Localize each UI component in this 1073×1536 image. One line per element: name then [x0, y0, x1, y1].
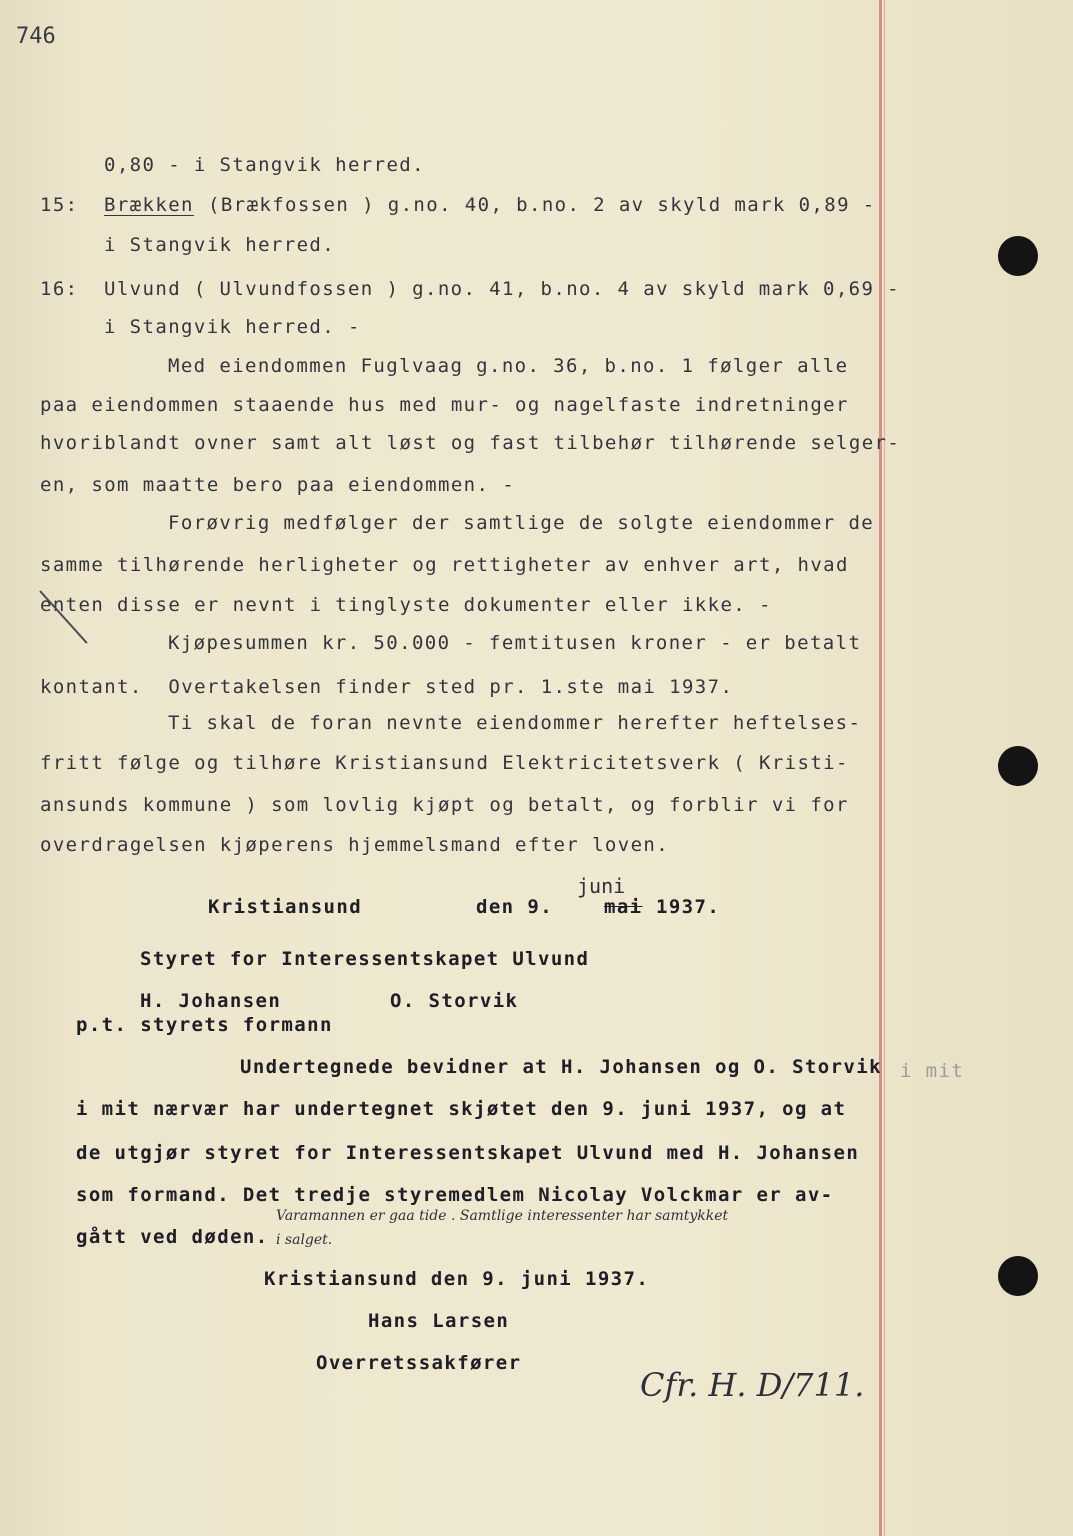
signer-1: H. Johansen [140, 990, 282, 1012]
punch-hole [998, 1256, 1038, 1296]
punch-hole [998, 746, 1038, 786]
witness-line: som formand. Det tredje styremedlem Nicolay Volckmar er av- [76, 1184, 834, 1206]
text-line: fritt følge og tilhøre Kristiansund Elektricitetsverk ( Kristi- [40, 752, 849, 774]
page-number: 746 [16, 24, 56, 49]
witness-title: Overretssakfører [316, 1352, 522, 1374]
punch-hole [998, 236, 1038, 276]
text-line: ansunds kommune ) som lovlig kjøpt og betalt, og forblir vi for [40, 794, 849, 816]
text-line: en, som maatte bero paa eiendommen. - [40, 474, 516, 496]
text-line: overdragelsen kjøperens hjemmelsmand efter loven. [40, 834, 670, 856]
witness-name: Hans Larsen [368, 1310, 510, 1332]
handwritten-addition: i salget. [276, 1232, 333, 1248]
witness-line: Undertegnede bevidner at H. Johansen og O. Storvik [240, 1056, 882, 1078]
witness-date: Kristiansund den 9. juni 1937. [264, 1268, 650, 1290]
text-line: enten disse er nevnt i tinglyste dokumenter eller ikke. - [40, 594, 772, 616]
text-line: i Stangvik herred. - [104, 316, 361, 338]
margin-note: Cfr. H. D/711. [640, 1366, 865, 1404]
item-number: 16: [40, 278, 79, 300]
property-name: Brækken [104, 194, 194, 216]
witness-line: gått ved døden. [76, 1226, 269, 1248]
witness-line: i mit nærvær har undertegnet skjøtet den 9. juni 1937, og at [76, 1098, 847, 1120]
text-line: Forøvrig medfølger der samtlige de solgte eiendommer de [168, 512, 875, 534]
month-correction: juni [577, 874, 626, 898]
text-line: Ulvund ( Ulvundfossen ) g.no. 41, b.no. 4 av skyld mark 0,69 - [104, 278, 901, 300]
signer-role: p.t. styrets formann [76, 1014, 333, 1036]
text-line: (Brækfossen ) g.no. 40, b.no. 2 av skyld mark 0,89 - [208, 194, 876, 216]
margin-rule-secondary [884, 0, 885, 1536]
date-year: 1937. [656, 896, 721, 918]
witness-line: de utgjør styret for Interessentskapet Ulvund med H. Johansen [76, 1142, 860, 1164]
text-line: samme tilhørende herligheter og rettigheter av enhver art, hvad [40, 554, 849, 576]
text-line: hvoriblandt ovner samt alt løst og fast tilbehør tilhørende selger- [40, 432, 901, 454]
item-number: 15: [40, 194, 79, 216]
date-day: den 9. [476, 896, 554, 918]
handwritten-addition: Varamannen er gaa tide . Samtlige interessenter har samtykket [276, 1208, 729, 1224]
margin-text: i mit [900, 1060, 965, 1082]
text-line: Kjøpesummen kr. 50.000 - femtitusen kroner - er betalt [168, 632, 862, 654]
text-line: kontant. Overtakelsen finder sted pr. 1.ste mai 1937. [40, 676, 734, 698]
date-place: Kristiansund [208, 896, 363, 918]
signer-2: O. Storvik [390, 990, 519, 1012]
text-line: paa eiendommen staaende hus med mur- og nagelfaste indretninger [40, 394, 849, 416]
text-line: i Stangvik herred. [104, 234, 336, 256]
month-struck: mai [604, 896, 643, 918]
text-line: Med eiendommen Fuglvaag g.no. 36, b.no. 1 følger alle [168, 355, 849, 377]
margin-rule [879, 0, 882, 1536]
board-name: Styret for Interessentskapet Ulvund [140, 948, 590, 970]
text-line: 0,80 - i Stangvik herred. [104, 154, 425, 176]
text-line: Ti skal de foran nevnte eiendommer herefter heftelses- [168, 712, 862, 734]
